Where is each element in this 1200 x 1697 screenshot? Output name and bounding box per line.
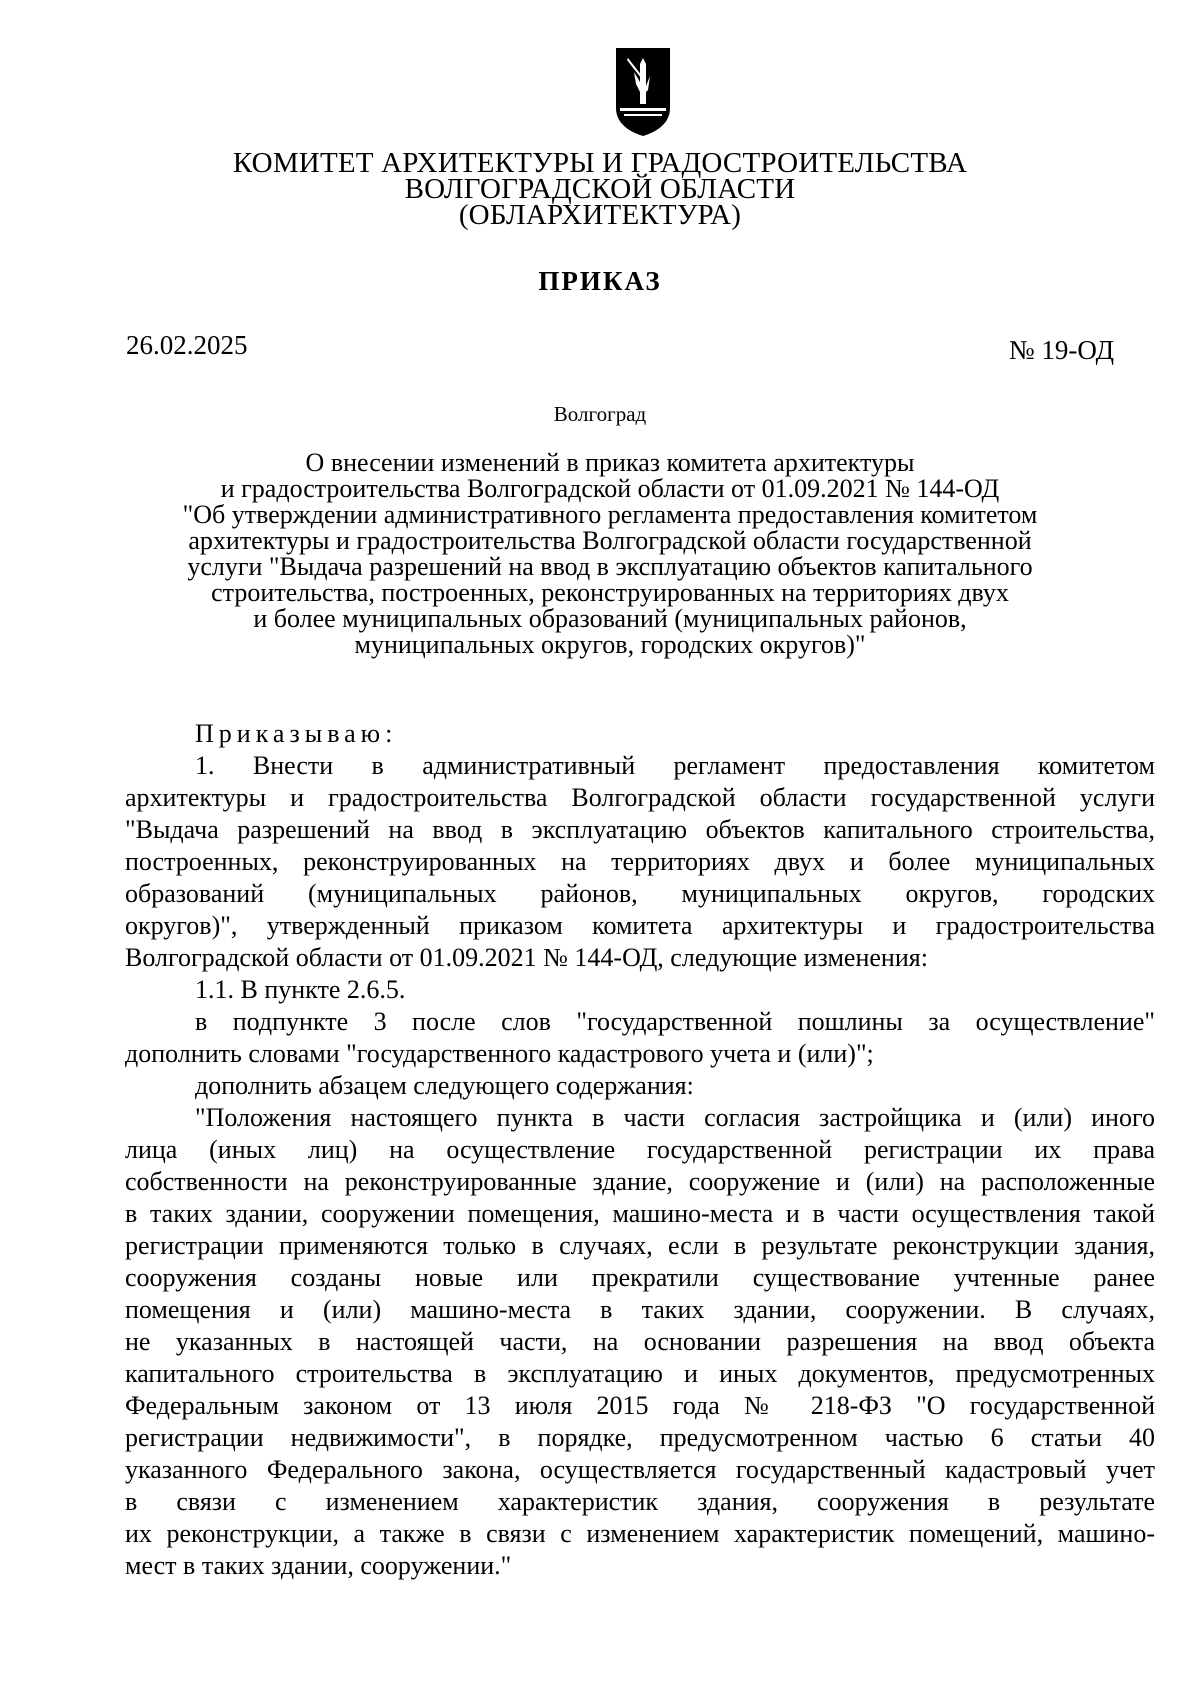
body-line: мест в таких здании, сооружении." — [125, 1551, 512, 1580]
body-line: помещения и (или) машино-места в таких здании, сооружении. В случаях, — [125, 1295, 1155, 1324]
body-line: их реконструкции, а также в связи с изменением характеристик помещений, машино- — [125, 1519, 1155, 1548]
body-line: "Положения настоящего пункта в части согласия застройщика и (или) иного — [195, 1103, 1155, 1132]
title-line: архитектуры и градостроительства Волгоградской области государственной — [188, 526, 1032, 555]
org-line-2: ВОЛГОГРАДСКОЙ ОБЛАСТИ — [404, 173, 796, 205]
body-line: капитального строительства в эксплуатацию и иных документов, предусмотренных — [125, 1359, 1155, 1388]
title-line: муниципальных округов, городских округов)" — [354, 630, 866, 659]
body-line: регистрации применяются только в случаях, если в результате реконструкции здания, — [125, 1231, 1155, 1260]
coat-of-arms-icon — [612, 46, 674, 138]
document-number: № 19-ОД — [1008, 335, 1114, 365]
body-line: построенных, реконструированных на территориях двух и более муниципальных — [125, 847, 1155, 876]
body-line: в связи с изменением характеристик здания, сооружения в результате — [125, 1487, 1155, 1516]
body-line: "Выдача разрешений на ввод в эксплуатацию объектов капитального строительства, — [125, 815, 1155, 844]
body-line: указанного Федерального закона, осуществляется государственный кадастровый учет — [125, 1455, 1155, 1484]
document-body — [125, 718, 1155, 1582]
body-line: в подпункте 3 после слов "государственной пошлины за осуществление" — [195, 1007, 1155, 1036]
title-line: "Об утверждении административного регламента предоставления комитетом — [182, 500, 1038, 529]
organization-name — [150, 147, 1050, 231]
body-line: не указанных в настоящей части, на основании разрешения на ввод объекта — [125, 1327, 1155, 1356]
org-line-1: КОМИТЕТ АРХИТЕКТУРЫ И ГРАДОСТРОИТЕЛЬСТВА — [232, 147, 968, 179]
body-line: дополнить абзацем следующего содержания: — [195, 1071, 694, 1100]
body-line: в таких здании, сооружении помещения, машино-места и в части осуществления такой — [125, 1199, 1155, 1228]
document-city: Волгоград — [553, 402, 647, 426]
org-line-3: (ОБЛАРХИТЕКТУРА) — [458, 199, 742, 231]
body-line: образований (муниципальных районов, муниципальных округов, городских — [125, 879, 1155, 908]
document-title — [110, 450, 1110, 658]
title-line: О внесении изменений в приказ комитета архитектуры — [305, 448, 915, 477]
body-line: 1.1. В пункте 2.6.5. — [195, 975, 406, 1004]
body-line: собственности на реконструированные здание, сооружение и (или) на расположенные — [125, 1167, 1155, 1196]
body-line: 1. Внести в административный регламент предоставления комитетом — [195, 751, 1155, 780]
title-line: и градостроительства Волгоградской области от 01.09.2021 № 144-ОД — [220, 474, 1000, 503]
body-line: архитектуры и градостроительства Волгоградской области государственной услуги — [125, 783, 1155, 812]
body-line: Федеральным законом от 13 июля 2015 года № 218-ФЗ "О государственной — [125, 1391, 1155, 1420]
body-line: сооружения созданы новые или прекратили существование учтенные ранее — [125, 1263, 1155, 1292]
body-line: лица (иных лиц) на осуществление государственной регистрации их права — [125, 1135, 1155, 1164]
body-line: регистрации недвижимости", в порядке, предусмотренном частью 6 статьи 40 — [125, 1423, 1155, 1452]
title-line: услуги "Выдача разрешений на ввод в эксплуатацию объектов капитального — [187, 552, 1033, 581]
title-line: и более муниципальных образований (муниципальных районов, — [253, 604, 967, 633]
body-line: округов)", утвержденный приказом комитета архитектуры и градостроительства — [125, 911, 1155, 940]
body-line: Волгоградской области от 01.09.2021 № 144-ОД, следующие изменения: — [125, 943, 928, 972]
document-type: ПРИКАЗ — [538, 266, 662, 296]
title-line: строительства, построенных, реконструированных на территориях двух — [211, 578, 1009, 607]
body-line: дополнить словами "государственного кадастрового учета и (или)"; — [125, 1039, 874, 1068]
order-word: Приказываю: — [195, 719, 398, 748]
document-date: 26.02.2025 — [126, 330, 248, 360]
